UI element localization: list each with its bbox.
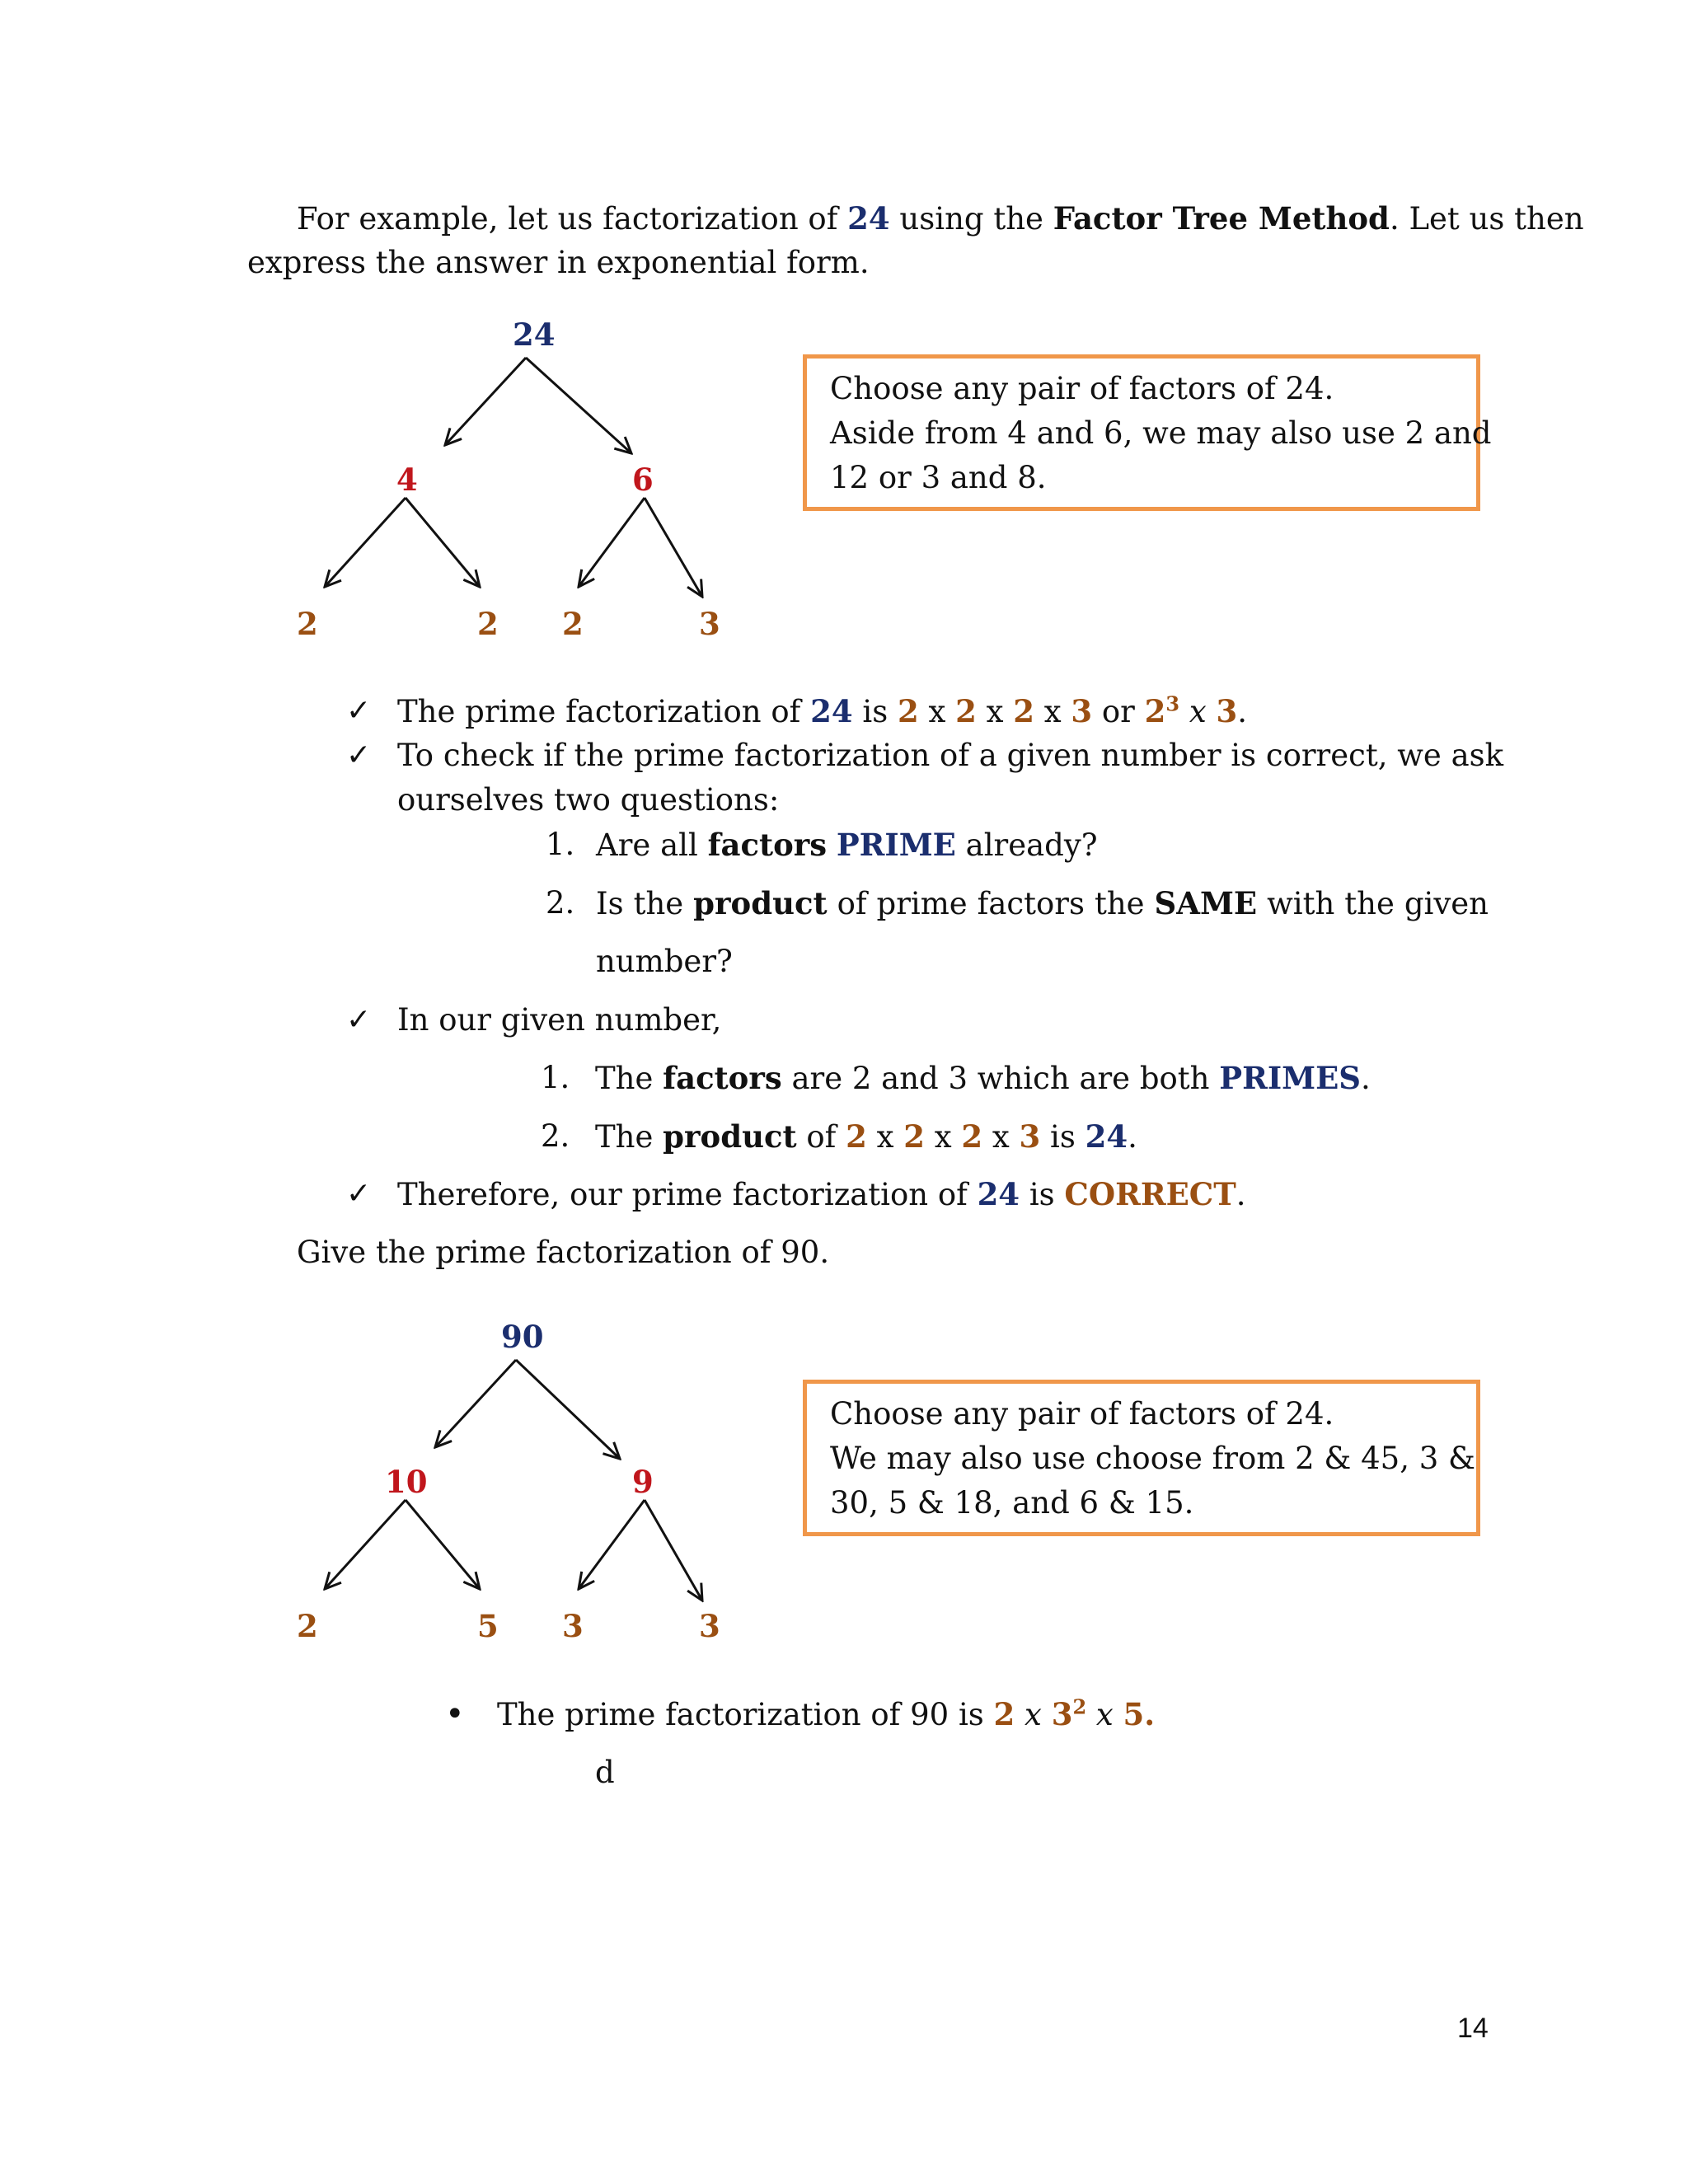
tree-2-left-node: 10: [385, 1464, 428, 1500]
arrow-4-to-2a: [325, 498, 406, 587]
tree-2-right-node: 9: [632, 1464, 654, 1500]
page-number: 14: [1457, 2013, 1489, 2044]
question-2-line-1: Is the product of prime factors the SAME with the given: [596, 885, 1489, 921]
arrow-6-to-2: [579, 498, 645, 587]
arrow-9-to-3a: [579, 1500, 645, 1589]
method-name: Factor Tree Method: [1053, 200, 1390, 237]
question-1-number: 1.: [546, 827, 575, 862]
arrow-90-to-10: [435, 1360, 516, 1447]
arrow-10-to-2: [325, 1500, 406, 1589]
answer-1-number: 1.: [541, 1060, 570, 1095]
tree-1-root: 24: [513, 316, 556, 353]
callout-2-line: Choose any pair of factors of 24.: [830, 1396, 1334, 1432]
tree-2-leaf: 2: [297, 1608, 318, 1644]
bullet-icon: •: [445, 1695, 465, 1733]
stray-text: d: [595, 1755, 615, 1790]
tree-2-leaf: 5: [477, 1608, 499, 1644]
answer-2-number: 2.: [541, 1118, 570, 1154]
tree-1-left-node: 4: [396, 462, 418, 498]
arrow-24-to-6: [526, 358, 631, 453]
callout-2-line: 30, 5 & 18, and 6 & 15.: [830, 1485, 1194, 1521]
checkmark-icon: ✓: [346, 738, 372, 772]
arrow-90-to-9: [516, 1360, 620, 1459]
tree-1-leaf: 3: [699, 606, 720, 642]
checkmark-icon: ✓: [346, 1003, 372, 1037]
checklist-item-4: Therefore, our prime factorization of 24 is CORRECT.: [397, 1176, 1246, 1212]
answer-2: The product of 2 x 2 x 2 x 3 is 24.: [595, 1118, 1137, 1155]
callout-box-1: [803, 354, 1492, 511]
callout-1-line: Aside from 4 and 6, we may also use 2 and: [830, 415, 1492, 451]
tree-2-leaf: 3: [562, 1608, 584, 1644]
callout-1-line: 12 or 3 and 8.: [830, 460, 1047, 495]
arrow-10-to-5: [406, 1500, 480, 1589]
tree-1-leaf: 2: [562, 606, 584, 642]
checkmark-icon: ✓: [346, 694, 372, 728]
intro-line-1: For example, let us factorization of 24 using the Factor Tree Method. Let us then: [297, 200, 1584, 237]
tree-1-right-node: 6: [632, 462, 654, 498]
arrow-4-to-2b: [406, 498, 480, 587]
tree-1-leaf: 2: [477, 606, 499, 642]
arrow-24-to-4: [445, 358, 526, 445]
callout-2-line: We may also use choose from 2 & 45, 3 &: [830, 1441, 1475, 1476]
callout-box-2: [803, 1380, 1480, 1536]
intro-line-2: express the answer in exponential form.: [247, 245, 870, 280]
number-24: 24: [847, 200, 890, 237]
question-2-number: 2.: [546, 885, 575, 921]
question-2-line-2: number?: [596, 944, 733, 979]
tree-2-root: 90: [501, 1319, 544, 1355]
callout-1-line: Choose any pair of factors of 24.: [830, 371, 1334, 406]
checklist-item-2-line-1: To check if the prime factorization of a given number is correct, we ask: [397, 738, 1504, 773]
checklist-item-3: In our given number,: [397, 1002, 722, 1038]
tree-2-leaf: 3: [699, 1608, 720, 1644]
checklist-item-1: The prime factorization of 24 is 2 x 2 x 2 x 3 or $2^3$ x 3.: [397, 691, 1247, 729]
result-2: The prime factorization of 90 is 2 x $3^2$ x 5.: [497, 1694, 1156, 1732]
tree-1-leaf: 2: [297, 606, 318, 642]
arrow-9-to-3b: [645, 1500, 702, 1601]
task-2-prompt: Give the prime factorization of 90.: [297, 1235, 830, 1270]
checklist-item-2-line-2: ourselves two questions:: [397, 782, 780, 818]
arrow-6-to-3: [645, 498, 702, 597]
question-1: Are all factors PRIME already?: [596, 827, 1098, 863]
checkmark-icon: ✓: [346, 1177, 372, 1211]
answer-1: The factors are 2 and 3 which are both PRIMES.: [595, 1060, 1371, 1096]
